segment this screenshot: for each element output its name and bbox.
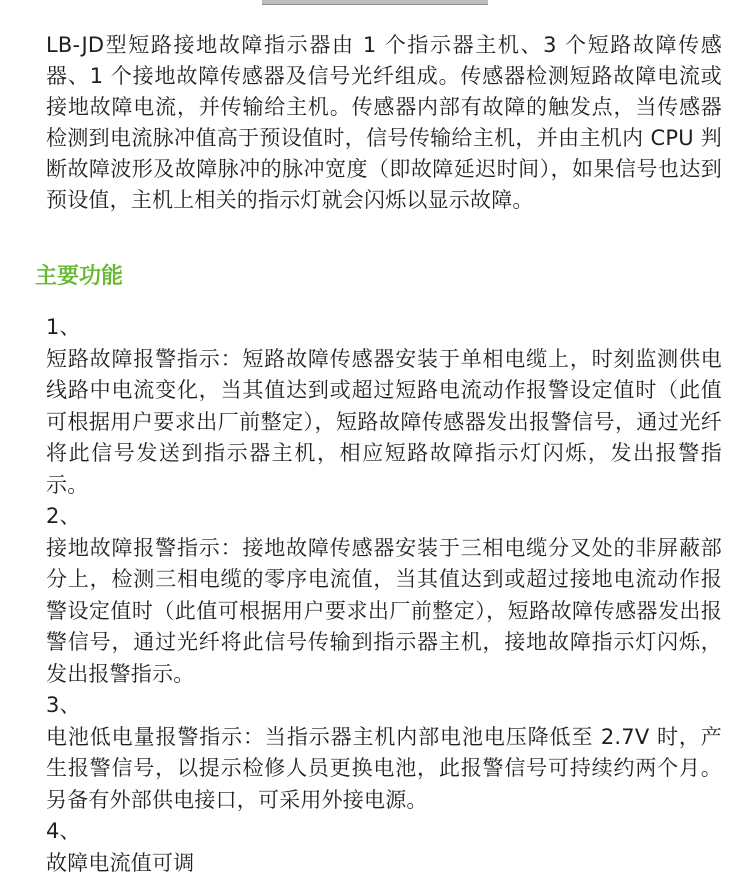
feature-item [46,312,722,501]
feature-item [46,816,722,879]
feature-number: 4、 [46,816,722,848]
feature-number: 1、 [46,312,722,344]
section-title: 主要功能 [35,262,123,292]
feature-number: 3、 [46,690,722,722]
feature-number: 2、 [46,501,722,533]
feature-item [46,501,722,690]
feature-description: 短路故障报警指示：短路故障传感器安装于单相电缆上，时刻监测供电线路中电流变化，当其值达到或超过短路电流动作报警设定值时（此值可根据用户要求出厂前整定），短路故障传感器发出报警信号，通过光纤将此信号发送到指示器主机，相应短路故障指示灯闪烁，发出报警指示。 [46,344,722,502]
feature-list [46,312,722,879]
intro-paragraph: LB-JD型短路接地故障指示器由 1 个指示器主机、3 个短路故障传感器、1 个接地故障传感器及信号光纤组成。传感器检测短路故障电流或接地故障电流，并传输给主机。传感器内部有故障的触发点，当传感器检测到电流脉冲值高于预设值时，信号传输给主机，并由主机内 CPU 判断故障波形及故障脉冲的脉冲宽度（即故障延迟时间），如果信号也达到预设值，主机上相关的指示灯就会闪烁以显示故障。 [46,30,722,216]
feature-description: 故障电流值可调 [46,848,722,879]
feature-item [46,690,722,816]
top-image-edge [262,0,488,5]
feature-description: 电池低电量报警指示：当指示器主机内部电池电压降低至 2.7V 时，产生报警信号，以提示检修人员更换电池，此报警信号可持续约两个月。另备有外部供电接口，可采用外接电源。 [46,722,722,817]
feature-description: 接地故障报警指示：接地故障传感器安装于三相电缆分叉处的非屏蔽部分上，检测三相电缆的零序电流值，当其值达到或超过接地电流动作报警设定值时（此值可根据用户要求出厂前整定），短路故障传感器发出报警信号，通过光纤将此信号传输到指示器主机，接地故障指示灯闪烁，发出报警指示。 [46,533,722,691]
